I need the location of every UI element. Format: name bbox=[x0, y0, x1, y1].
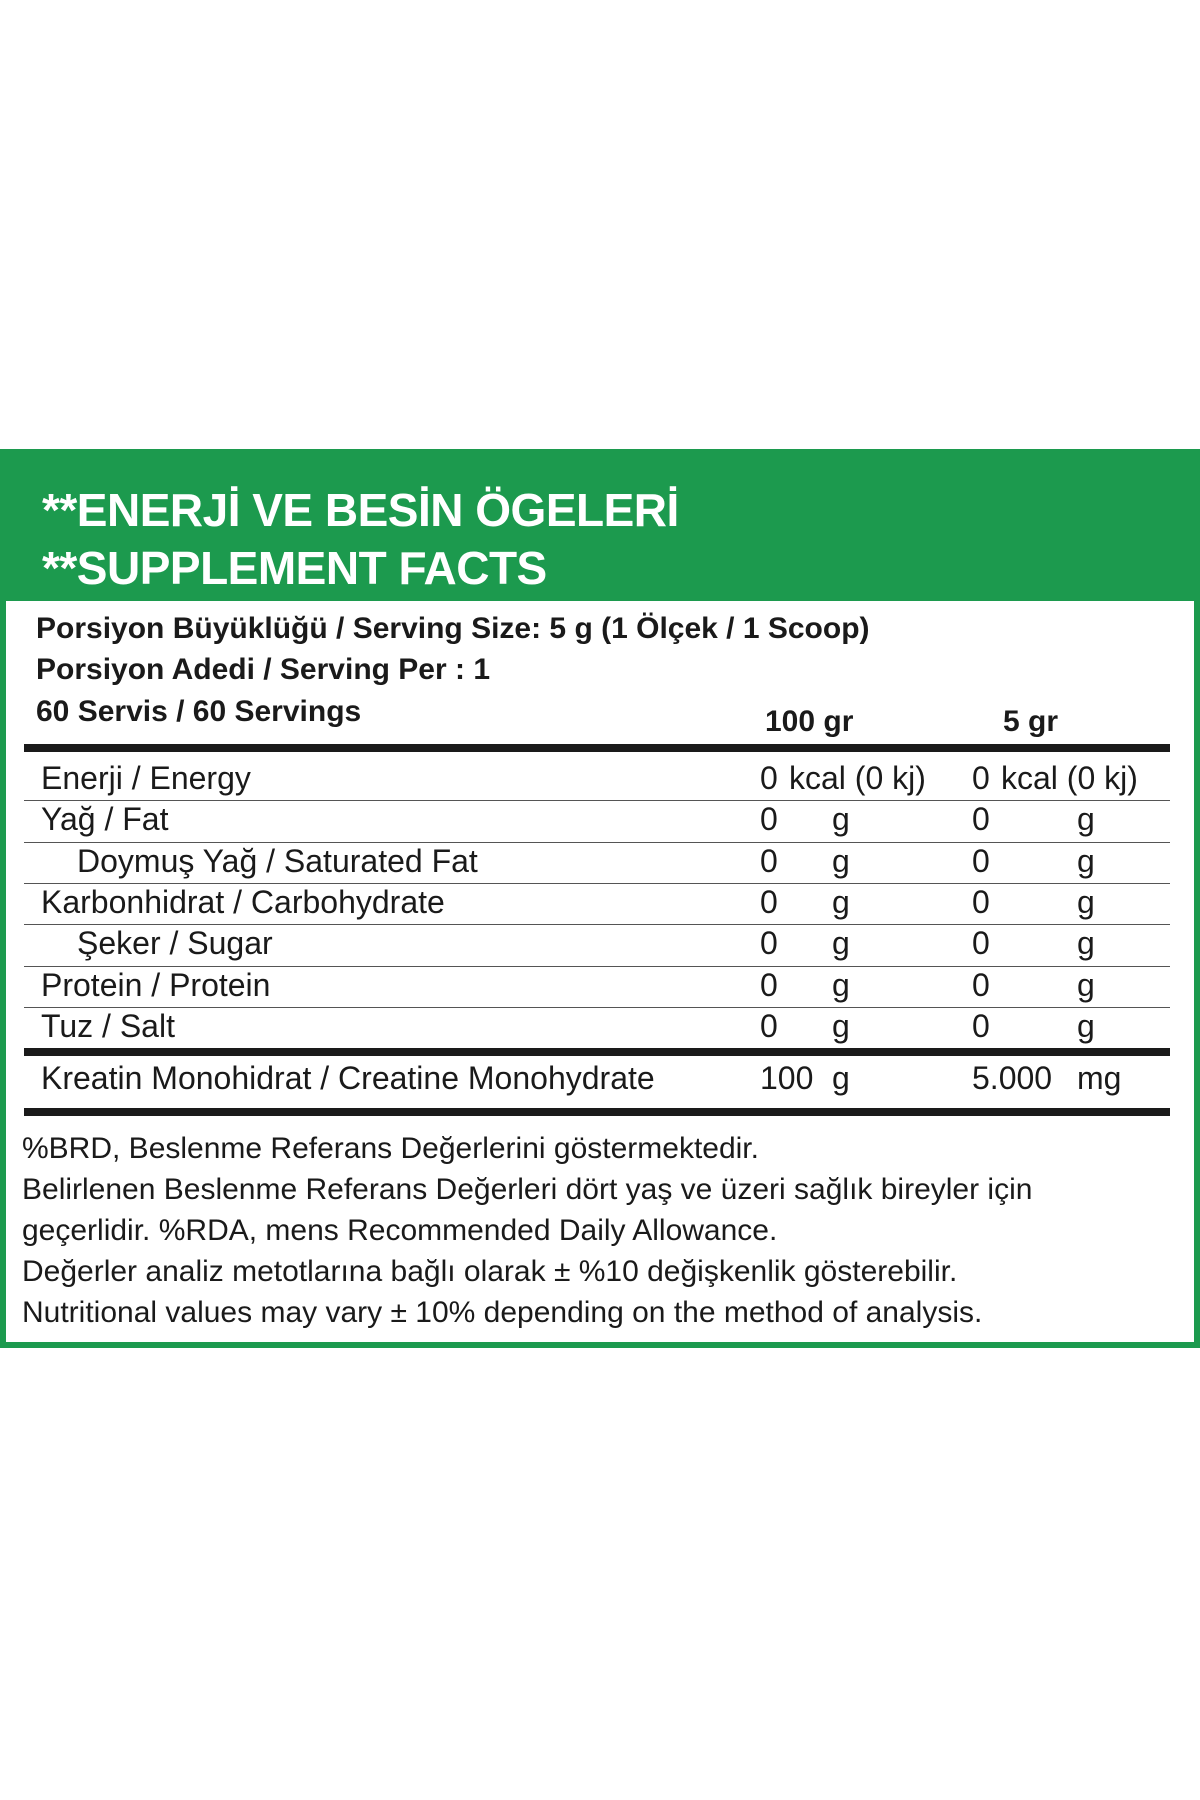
nutrient-label: Karbonhidrat / Carbohydrate bbox=[41, 884, 445, 920]
thick-rule-bottom bbox=[24, 1108, 1170, 1116]
nutrient-label: Protein / Protein bbox=[41, 967, 271, 1003]
nutrient-unit-100gr: g bbox=[832, 843, 850, 879]
nutrient-unit-5gr: g bbox=[1077, 1008, 1095, 1044]
nutrient-value-100gr: 0 bbox=[760, 843, 778, 879]
row-divider bbox=[24, 800, 1170, 801]
nutrient-value-100gr: 0 bbox=[760, 1008, 778, 1044]
nutrient-label: Tuz / Salt bbox=[41, 1008, 175, 1044]
nutrient-label: Yağ / Fat bbox=[41, 801, 169, 837]
footnotes bbox=[22, 1128, 1182, 1333]
column-header-100gr: 100 gr bbox=[765, 705, 854, 738]
nutrient-label: Doymuş Yağ / Saturated Fat bbox=[77, 843, 478, 879]
nutrient-label: Şeker / Sugar bbox=[77, 925, 273, 961]
nutrient-value-5gr: 0 bbox=[972, 925, 990, 961]
nutrient-unit-100gr: kcal (0 kj) bbox=[789, 760, 926, 796]
nutrient-unit-100gr: g bbox=[832, 967, 850, 1003]
creatine-label: Kreatin Monohidrat / Creatine Monohydrate bbox=[41, 1060, 655, 1096]
serving-size: Porsiyon Büyüklüğü / Serving Size: 5 g (1 Ölçek / 1 Scoop) bbox=[36, 612, 870, 645]
creatine-value-5gr: 5.000 bbox=[972, 1060, 1053, 1096]
nutrient-label: Enerji / Energy bbox=[41, 760, 251, 796]
nutrient-value-5gr: 0 bbox=[972, 760, 990, 796]
nutrient-unit-5gr: g bbox=[1077, 884, 1095, 920]
nutrient-unit-5gr: g bbox=[1077, 843, 1095, 879]
creatine-unit-5gr: mg bbox=[1077, 1060, 1122, 1096]
facts-header bbox=[6, 455, 1194, 601]
nutrient-value-100gr: 0 bbox=[760, 884, 778, 920]
column-header-5gr: 5 gr bbox=[1003, 705, 1059, 738]
footnote-line: Belirlenen Beslenme Referans Değerleri dört yaş ve üzeri sağlık bireyler için bbox=[22, 1173, 1033, 1206]
footnote-line: Nutritional values may vary ± 10% depending on the method of analysis. bbox=[22, 1296, 983, 1329]
nutrient-unit-100gr: g bbox=[832, 884, 850, 920]
row-divider bbox=[24, 1007, 1170, 1008]
nutrient-unit-5gr: g bbox=[1077, 967, 1095, 1003]
nutrient-value-100gr: 0 bbox=[760, 967, 778, 1003]
creatine-value-100gr: 100 bbox=[760, 1060, 814, 1096]
title-english: **SUPPLEMENT FACTS bbox=[42, 542, 547, 594]
title-turkish: **ENERJİ VE BESİN ÖGELERİ bbox=[42, 484, 679, 536]
servings-count: 60 Servis / 60 Servings bbox=[36, 695, 362, 728]
nutrient-value-5gr: 0 bbox=[972, 884, 990, 920]
footnote-line: %BRD, Beslenme Referans Değerlerini göstermektedir. bbox=[22, 1132, 759, 1165]
thick-rule-mid bbox=[24, 1048, 1170, 1056]
nutrient-value-5gr: 0 bbox=[972, 1008, 990, 1044]
footnote-line: Değerler analiz metotlarına bağlı olarak ± %10 değişkenlik gösterebilir. bbox=[22, 1255, 958, 1288]
nutrient-unit-5gr: kcal (0 kj) bbox=[1001, 760, 1138, 796]
nutrient-unit-100gr: g bbox=[832, 1008, 850, 1044]
servings-per: Porsiyon Adedi / Serving Per : 1 bbox=[36, 653, 491, 686]
nutrient-value-100gr: 0 bbox=[760, 760, 778, 796]
creatine-unit-100gr: g bbox=[832, 1060, 850, 1096]
nutrient-value-5gr: 0 bbox=[972, 843, 990, 879]
nutrient-unit-5gr: g bbox=[1077, 925, 1095, 961]
nutrient-value-5gr: 0 bbox=[972, 967, 990, 1003]
nutrient-value-100gr: 0 bbox=[760, 925, 778, 961]
nutrient-unit-5gr: g bbox=[1077, 801, 1095, 837]
nutrient-unit-100gr: g bbox=[832, 925, 850, 961]
footnote-line: geçerlidir. %RDA, mens Recommended Daily Allowance. bbox=[22, 1214, 778, 1247]
thick-rule-top bbox=[24, 744, 1170, 752]
nutrient-value-5gr: 0 bbox=[972, 801, 990, 837]
nutrient-unit-100gr: g bbox=[832, 801, 850, 837]
nutrient-value-100gr: 0 bbox=[760, 801, 778, 837]
